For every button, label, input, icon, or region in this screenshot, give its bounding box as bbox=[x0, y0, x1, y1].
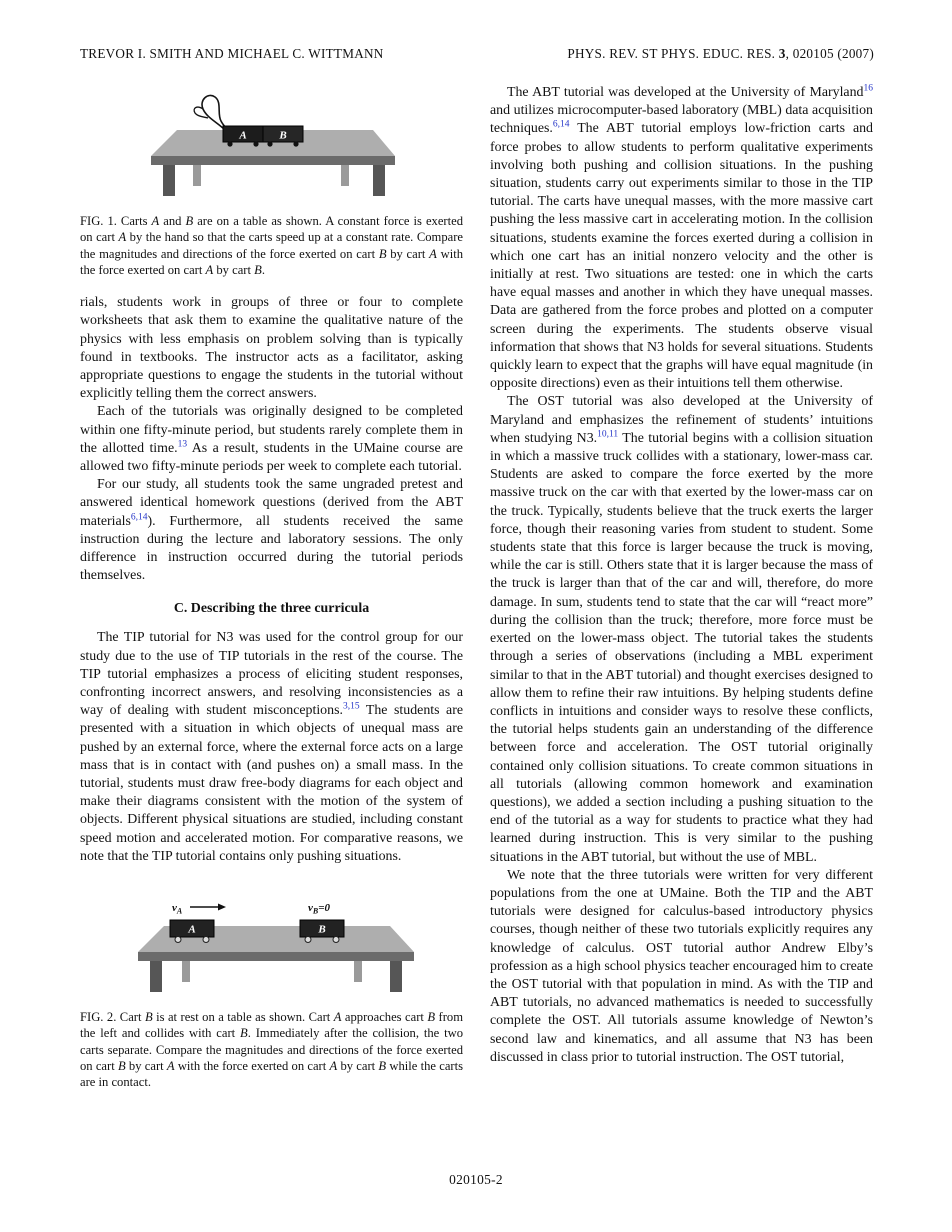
math-variable: B bbox=[254, 262, 262, 277]
paragraph: The ABT tutorial was developed at the University of Maryland$^{16}$ and utilizes microcomputer-based laboratory (MBL) data acquisition techniques.$^{6,14}$ The ABT tutorial employs low-friction carts and force probes to allow students to perform qualitative experiments involving both pushing and collision situations. In the pushing situation, students carry out experiments similar to those in the TIP tutorial. The carts have unequal masses, with the more massive cart pushing the less massive cart in accelerating motion. In the collision situations, students examine the forces exerted during a collision in which one cart has an initial nonzero velocity and the other is initially at rest. Two situations are tested: one in which the carts have equal masses and another in which they have unequal masses. Data are gathered from the force probes and plotted on a computer screen during the experiments. The students observe visual information that shows that N3 holds for several situations. Students quickly learn to expect that the graphs will have equal magnitude (in opposite directions) even as their intuitions tell them otherwise. bbox=[490, 83, 873, 392]
right-column bbox=[490, 84, 873, 1107]
paragraph: The OST tutorial was also developed at the University of Maryland and emphasizes the refinement of students’ intuitions when studying N3.$^{10,11}$ The tutorial begins with a collision situation in which a massive truck collides with a stationary, lower-mass car. Students are asked to compare the force exerted by the more massive truck on the car with that exerted by the lower-mass car on the truck. Typically, students believe that the truck exerts the larger force, though their reasoning varies from student to student. Some students state that this force is larger because the truck is moving, while the car is still. Others state that it is larger because the mass of the truck is larger than that of the car and will, therefore, do more damage. In sum, students tend to state that the car will “react more” during the collision than the truck; therefore, more force must be exerted on the lower-mass object. The tutorial takes the students through a series of observations (including a MBL experiment similar to that in the ABT tutorial) and thought exercises designed to allow them to refine their raw intuitions. By helping students define conflicts in intuitions and consider ways to resolve these conflicts, the tutorial helps students gain an understanding of the difference between force and acceleration. The OST tutorial originally contained only collision situations. To create common situations in all tutorials (allowing common homework and examination questions), we added a section including a pushing situation to the end of the tutorial as a way for students to practice what they had learned during instruction. This is very similar to the pushing situations in the ABT tutorial, but without the use of MBL. bbox=[490, 394, 873, 865]
header-journal-ref: PHYS. REV. ST PHYS. EDUC. RES. 3, 020105 (2007) bbox=[567, 46, 874, 61]
math-variable: A bbox=[329, 1058, 338, 1073]
math-variable: A bbox=[429, 246, 437, 261]
reference-link[interactable]: 6,14 bbox=[552, 119, 570, 130]
volume-number: 3 bbox=[778, 46, 786, 61]
hand-sketch bbox=[194, 95, 228, 130]
table-front-edge bbox=[138, 952, 414, 961]
velocity-arrow bbox=[190, 904, 226, 911]
math-variable: B bbox=[378, 246, 387, 261]
table-front-leg bbox=[390, 961, 402, 992]
math-variable: B bbox=[185, 214, 194, 228]
reference-link[interactable]: 16 bbox=[863, 83, 873, 94]
fig1-cart-b-label: B bbox=[278, 129, 287, 142]
v-b-subscript: B bbox=[312, 906, 318, 916]
math-variable: A bbox=[151, 214, 160, 228]
page-content bbox=[80, 84, 874, 1107]
math-variable: A bbox=[333, 1010, 342, 1025]
reference-link[interactable]: 13 bbox=[177, 439, 188, 450]
paragraph: We note that the three tutorials were written for very different populations from the one at UMaine. Both the TIP and the ABT tutorials were designed for calculus-based introductory physics courses, though neither of these two tutorials explicitly requires any knowledge of calculus. OST tutorial author Andrew Elby’s profession as a high school physics teacher encouraged him to create the OST tutorial with that population in mind. As with the TIP and ABT tutorials, no advanced mathematics is needed to successfully complete the OST. All tutorials assume knowledge of Newton’s second law and kinematics, and all assume that N3 has been discussed in class prior to tutorial instruction. The OST tutorial, bbox=[490, 867, 873, 1065]
paragraph: rials, students work in groups of three or four to complete worksheets that ask them to examine the qualitative nature of the physics with less emphasis on problem solving than is typically found in textbooks. The instructor acts as a facilitator, asking appropriate questions to engage the students in the tutorial without explicitly telling them the correct answers. bbox=[80, 295, 463, 402]
v-a-symbol: v bbox=[171, 902, 177, 915]
paragraph: Each of the tutorials was originally designed to be completed within one fifty-minute period, but students rarely complete them in the allotted time.$^{13}$ As a result, students in the UMaine course are allowed two fifty-minute periods per week to complete each tutorial. bbox=[80, 404, 463, 475]
figure-1 bbox=[80, 88, 463, 205]
figure-2 bbox=[80, 878, 463, 1001]
header-authors: TREVOR I. SMITH AND MICHAEL C. WITTMANN bbox=[80, 46, 384, 61]
table-front-leg bbox=[163, 165, 175, 196]
math-variable: A bbox=[166, 1058, 175, 1073]
paragraph: For our study, all students took the same ungraded pretest and answered identical homework questions (derived from the ABT materials$^{6,14}$). Furthermore, all students received the same instruction during the lecture and laboratory sessions. The only difference in instruction occurred during the tutorial periods themselves. bbox=[80, 477, 463, 584]
math-variable: A bbox=[205, 262, 214, 277]
table-front-edge bbox=[151, 156, 395, 165]
svg-text:vB=0 bbox=[308, 902, 331, 916]
paragraph: The TIP tutorial for N3 was used for the control group for our study due to the use of TIP tutorials in the rest of the course. The TIP tutorial emphasizes a process of eliciting student responses, confronting incorrect answers, and resolving inconsistencies as a way of dealing with student misconceptions.$^{3,15}$ The students are presented with a situation in which objects of unequal mass are pushed by an external force, where the external force acts on a large mass that is in contact with (and pushes on) a small mass. In the tutorial, students must draw free-body diagrams for each object and make their diagrams consistent with the motion of the system of objects. Different physical situations are studied, including constant speed motion and accelerated motion. For comparative reasons, we note that the TIP tutorial contains only pushing situations. bbox=[80, 630, 464, 864]
math-variable: A bbox=[118, 230, 127, 245]
running-header bbox=[80, 46, 874, 62]
section-heading: C. Describing the three curricula bbox=[173, 601, 370, 617]
reference-link[interactable]: 3,15 bbox=[342, 701, 360, 712]
table-front-leg bbox=[150, 961, 162, 992]
svg-text:vA bbox=[172, 902, 183, 916]
velocity-label-a bbox=[172, 902, 226, 916]
fig1-cart-a-label: A bbox=[238, 129, 247, 142]
velocity-label-b bbox=[308, 902, 331, 916]
table-front-leg bbox=[373, 165, 385, 196]
page-number: 020105-2 bbox=[449, 1172, 503, 1187]
fig2-cart-a-label: A bbox=[187, 923, 196, 936]
figure-1-caption: FIG. 1. Carts A and B are on a table as shown. A constant force is exerted on cart A by the hand so that the carts speed up at a constant rate. Compare the magnitudes and directions of the force exerted on cart B by cart A with the force exerted on cart A by cart B. bbox=[80, 214, 463, 277]
math-variable: B bbox=[240, 1026, 248, 1041]
reference-link[interactable]: 10,11 bbox=[597, 429, 619, 440]
v-b-equals-zero: =0 bbox=[317, 902, 330, 915]
figure-1-image bbox=[137, 88, 407, 200]
math-variable: B bbox=[378, 1058, 387, 1073]
v-b-symbol: v bbox=[307, 902, 313, 915]
reference-link[interactable]: 6,14 bbox=[130, 512, 148, 522]
left-column bbox=[80, 84, 463, 1107]
fig2-cart-b-label: B bbox=[317, 923, 326, 936]
figure-2-image bbox=[122, 878, 422, 996]
v-a-subscript: A bbox=[176, 906, 182, 916]
math-variable: B bbox=[427, 1010, 436, 1025]
math-variable: B bbox=[117, 1058, 126, 1073]
math-variable: B bbox=[144, 1010, 153, 1025]
figure-2-caption: FIG. 2. Cart B is at rest on a table as shown. Cart A approaches cart B from the left and collides with cart B. Immediately after the collision, the two carts separate. Compare the magnitudes and directions of the force exerted on cart B by cart A with the force exerted on cart A by cart B while the carts are in contact. bbox=[80, 1010, 464, 1090]
